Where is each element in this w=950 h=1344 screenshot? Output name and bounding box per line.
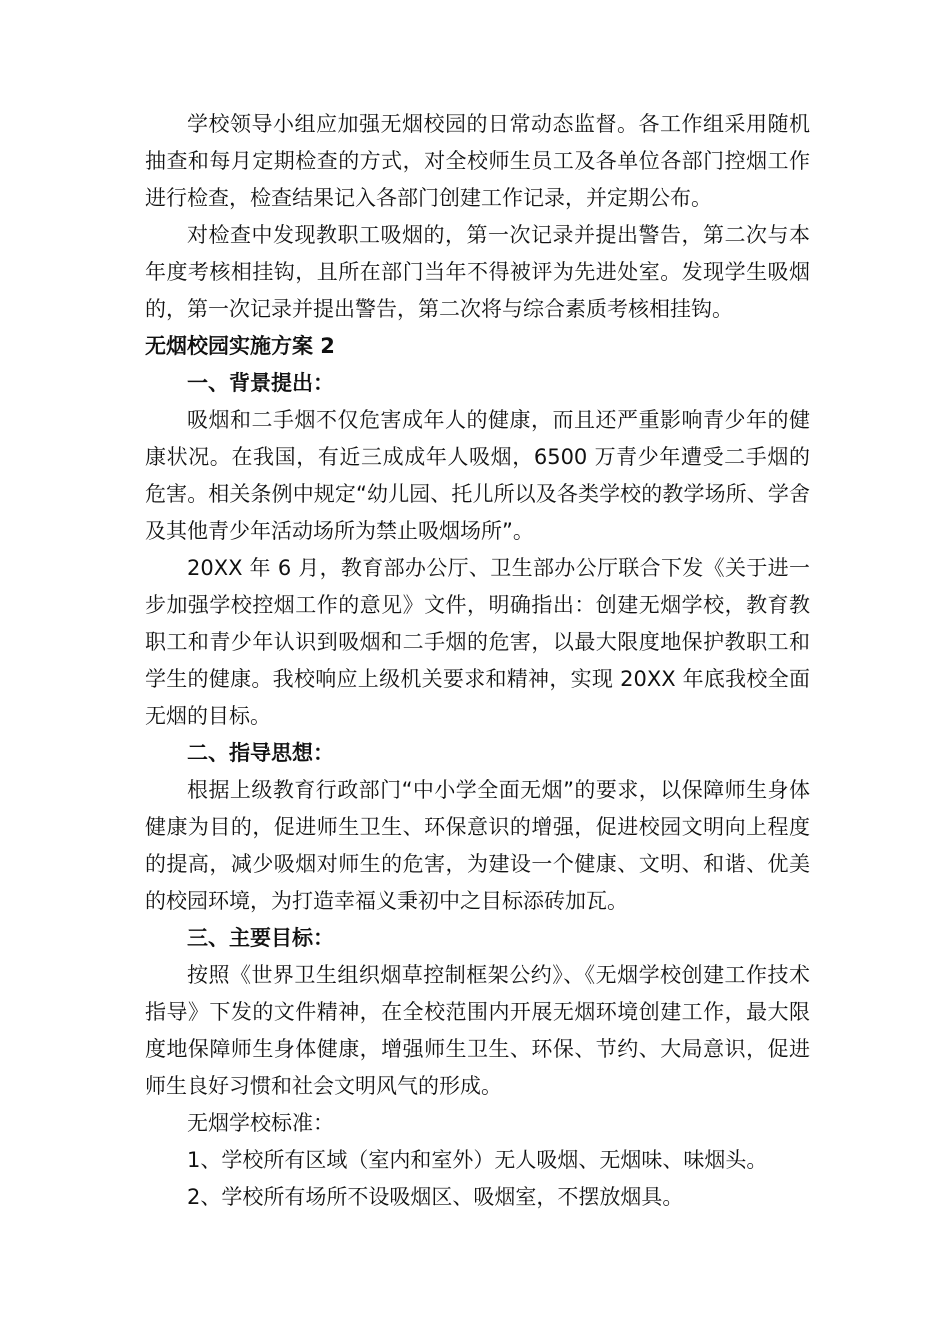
heading-background: 一、背景提出： — [187, 371, 334, 395]
paragraph-guiding-thought: 根据上级教育行政部门“中小学全面无烟”的要求，以保障师生身体健康为目的，促进师生卫生、环保意识的增强，促进校园文明向上程度的提高，减少吸烟对师生的危害，为建设一个健康、文明、和谐、优美的校园环境，为打造幸福义秉初中之目标添砖加瓦。 — [145, 778, 810, 913]
paragraph-policy: 20XX 年 6 月，教育部办公厅、卫生部办公厅联合下发《关于进一步加强学校控烟工作的意见》文件，明确指出：创建无烟学校，教育教职工和青少年认识到吸烟和二手烟的危害，以最大限度地保护教职工和学生的健康。我校响应上级机关要求和精神，实现 20XX 年底我校全面无烟的目标。 — [145, 556, 810, 728]
paragraph-main-goals: 按照《世界卫生组织烟草控制框架公约》、《无烟学校创建工作技术指导》下发的文件精神，在全校范围内开展无烟环境创建工作，最大限度地保障师生身体健康，增强师生卫生、环保、节约、大局意识，促进师生良好习惯和社会文明风气的形成。 — [145, 963, 810, 1098]
section-title: 无烟校园实施方案 2 — [145, 334, 335, 358]
heading-guiding-thought: 二、指导思想： — [187, 741, 334, 765]
list-item-standard-1: 1、学校所有区域（室内和室外）无人吸烟、无烟味、味烟头。 — [187, 1148, 768, 1172]
list-item-standard-2: 2、学校所有场所不设吸烟区、吸烟室，不摆放烟具。 — [187, 1185, 684, 1209]
document-body — [145, 106, 810, 1216]
paragraph-penalties: 对检查中发现教职工吸烟的，第一次记录并提出警告，第二次与本年度考核相挂钩，且所在部门当年不得被评为先进处室。发现学生吸烟的，第一次记录并提出警告，第二次将与综合素质考核相挂钩。 — [145, 223, 810, 321]
heading-main-goals: 三、主要目标： — [187, 926, 334, 950]
paragraph-supervision: 学校领导小组应加强无烟校园的日常动态监督。各工作组采用随机抽查和每月定期检查的方式，对全校师生员工及各单位各部门控烟工作进行检查，检查结果记入各部门创建工作记录，并定期公布。 — [145, 112, 810, 210]
paragraph-background: 吸烟和二手烟不仅危害成年人的健康，而且还严重影响青少年的健康状况。在我国，有近三成成年人吸烟，6500 万青少年遭受二手烟的危害。相关条例中规定“幼儿园、托儿所以及各类学校的教学场所、学舍及其他青少年活动场所为禁止吸烟场所”。 — [145, 408, 810, 543]
label-standards: 无烟学校标准： — [187, 1111, 334, 1135]
